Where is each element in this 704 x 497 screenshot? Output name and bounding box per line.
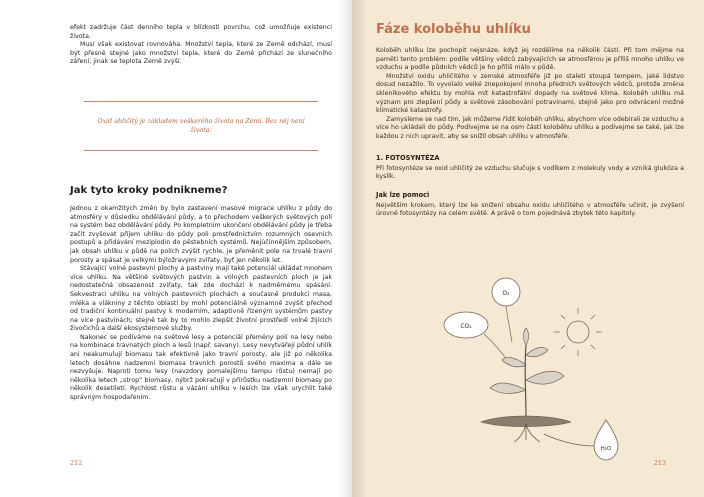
photosynthesis-heading: 1. FOTOSYNTÉZA xyxy=(376,153,440,162)
right-page-number: 213 xyxy=(653,459,666,467)
o2-label: O₂ xyxy=(502,290,510,297)
right-paragraph-2: Množství oxidu uhličitého v zemské atmosféře již po staletí stoupá tempem, jaké lidstvo dosud nezažilo. To vyvolalo velké znepokojení mnoha předních světových vědců, protože změna skleníkového efektu by mohla mít katastrofální dopady na světové klima. Koloběh uhlíku má význam pro zlepšení půdy a světové zásobování potravinami, stejně jako pro odvrácení možné klimatické katastrofy. xyxy=(376,72,684,115)
water-drop-icon xyxy=(544,420,618,460)
left-page-number: 212 xyxy=(70,459,83,467)
sun-icon xyxy=(554,308,602,356)
right-paragraph-5: Největším krokem, který lze ke snížení obsahu oxidu uhličitého v atmosféře učinit, je zvýšení úrovně fotosyntézy na celém světě. A právě o tom pojednává zbytek této kapitoly. xyxy=(376,201,684,218)
left-paragraph-2: Musí však existovat rovnováha. Množství tepla, které ze Země odchází, musí být přesně stejné jako množství tepla, které do Země přichází ze slunečního záření, jinak se teplota Země zvýší. xyxy=(70,41,332,66)
gutter-shadow-left xyxy=(338,0,352,497)
carbon-dioxide-cloud xyxy=(444,312,510,365)
left-paragraph-5: Nakonec se podíváme na světové lesy a potenciál přeměny polí na lesy nebo na kombinace travnatých ploch a lesů (např. savany). Lesy nevytvářejí půdní uhlík ani neakumulují biomasu tak efektivně jako travní porosty, ale již po několika letech dosáhne nadzemní biomasa travních porostů svého maxima a dále se nezvyšuje. Naproti tomu lesy (navzdory pomalejšímu tempu růstu) nemají po několika letech „strop“ biomasy, nýbrž pokračují v přírůstku nadzemní biomasy po několik desetiletí. Rychlost růstu a vázání uhlíku v lesích lze však urychlit také správným hospodařením. xyxy=(70,333,332,402)
left-section-title: Jak tyto kroky podnikneme? xyxy=(70,184,228,196)
h2o-label: H₂O xyxy=(600,446,612,452)
right-paragraph-4: Při fotosyntéze se oxid uhličitý ze vzduchu slučuje s vodíkem z molekuly vody a vzniká glukóza a kyslík. xyxy=(376,164,684,181)
gutter-shadow-right xyxy=(352,0,368,497)
co2-label: CO₂ xyxy=(460,323,472,330)
left-paragraph-4: Stávající volné pastevní plochy a pastviny mají také potenciál ukládat mnohem více uhlíku. Na většině světových pastvin a volných pastevních ploch je jak nedostatečná obsazenost zvířaty, tak zde dochází k nadměrnému spásání. Sekvestraci uhlíku na volných pastevních plochách a současně produkci masa, mléka a vlákniny z těchto oblastí by mohl potenciálně významně zvýšit přechod od tradiční kontinuální pastvy k moderním, adaptivně řízeným systémům pastvy na více pastvinách; stejně tak by to mohlo zlepšit životní prostředí volně žijících živočichů a další ekosystémové služby. xyxy=(70,265,332,333)
right-page-title: Fáze koloběhu uhlíku xyxy=(376,22,531,37)
plant-icon xyxy=(490,328,564,420)
left-paragraph-3: Jednou z okamžitých změn by bylo zastavení masové migrace uhlíku z půdy do atmosféry v důsledku obdělávání půdy, a to přechodem veškerých světových polí na systém bez obdělávání půdy. Po kompletním ukončení obdělávání půdy je třeba začít zvyšovat příjem uhlíku do půdy poli prostřednictvím rozumných osevních postupů a přidávání meziplodin do pěstebních systémů. Nejúčinnějším způsobem, jak obsah uhlíku v půdě na polích zvýšit rychle, je přeměnit pole na trvalé travní porosty a spásat je velkými býložravými zvířaty, byť jen několik let. xyxy=(70,204,332,264)
photosynthesis-illustration xyxy=(426,270,646,470)
right-paragraph-1: Koloběh uhlíku lze pochopit nejsnáze, když jej rozdělíme na několik částí. Při tom mějme na paměti tento problém: podíle většiny vědců zabývajících se atmosférou je příliš mnoho uhlíku ve vzduchu a podíle půdních vědců je ho příliš málo v půdě. xyxy=(376,47,684,72)
right-paragraph-3: Zamysleme se nad tím, jak můžeme řídit koloběh uhlíku, abychom více odebírali ze vzduchu a více ho ukládali do půdy. Podívejme se na osm částí koloběhu uhlíku a podívejme se také, jak lze každou z nich upravit, aby se snížil obsah uhlíku v atmosféře. xyxy=(376,115,684,140)
how-to-help-subhead: Jak lze pomoci xyxy=(376,190,430,199)
left-paragraph-1: efekt zadržuje část denního tepla v blízkosti povrchu, což umožňuje existenci života. xyxy=(70,24,332,40)
right-page xyxy=(352,0,704,497)
oxygen-bubble xyxy=(492,278,520,342)
pull-quote-text: Oxid uhličitý je základem veškerého života na Zemi. Bez něj není života. xyxy=(97,117,305,134)
soil-mound xyxy=(481,416,571,442)
pull-quote xyxy=(84,101,318,151)
